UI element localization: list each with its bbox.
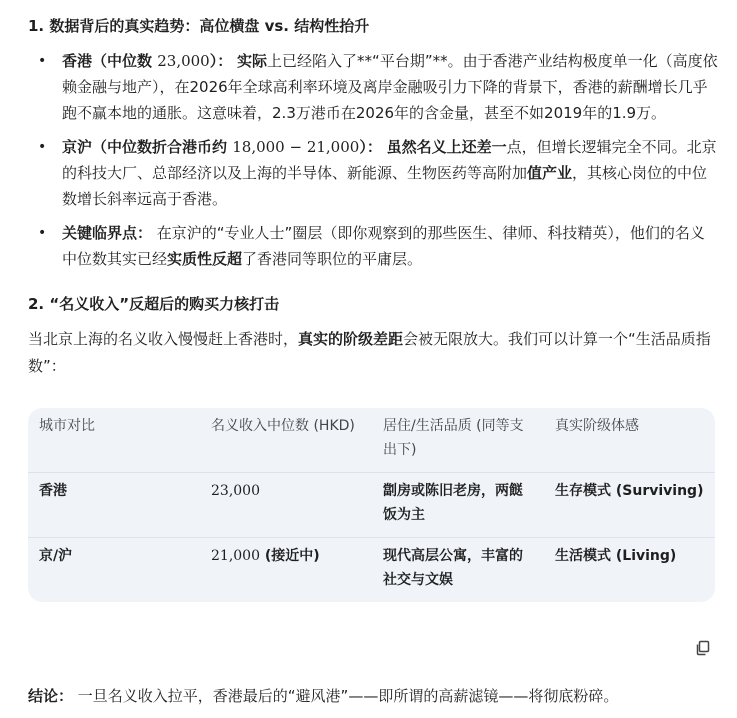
table-cell-city: 京/沪 — [39, 548, 73, 564]
bullet-tp-text2: 了香港同等职位的平庸层。 — [242, 250, 423, 268]
bullet-hk-label-a: 香港（中位数 — [62, 52, 158, 70]
section2-para-a: 当北京上海的名义收入慢慢赶上香港时， — [28, 330, 299, 348]
bullet-bs-strong2: 值产业 — [527, 164, 573, 182]
conclusion — [28, 683, 618, 709]
bullet-tp-text1: 在京沪的“专业人士”圈层（即你观察到的那些医生、律师、科技精英），他们的名义中位数其实已经 — [62, 224, 705, 268]
section2-para-b: 会被无限放大。我们可以计算一个“生活品质指数”： — [28, 330, 711, 375]
table-header-class: 真实阶级体感 — [545, 408, 715, 473]
table-cell-income — [201, 538, 373, 603]
section1-bullet-list — [28, 48, 718, 272]
table-cell-living: 现代高层公寓，丰富的社交与文娱 — [383, 548, 523, 588]
bullet-bs-text1: 点，但增长逻辑完全不同。北京的科技大厂、总部经济以及上海的半导体、新能源、生物医药等高附加 — [62, 138, 717, 182]
table-header-city: 城市对比 — [28, 408, 201, 473]
bullet-hk-strong: 实际 — [237, 52, 268, 70]
table-cell-living: 劏房或陈旧老房，两餸饭为主 — [373, 473, 545, 538]
table-cell-class: 生存模式 (Surviving) — [545, 473, 715, 538]
comparison-table — [28, 408, 715, 602]
table-cell-city: 香港 — [28, 473, 201, 538]
income-note: (接近中) — [260, 548, 320, 564]
bullet-bs-label-a: 京沪（中位数折合港币约 — [62, 138, 233, 156]
section1-heading: 1. 数据背后的真实趋势：高位横盘 vs. 结构性抬升 — [28, 17, 370, 35]
bullet-bs-strong: 虽然名义上还差一 — [386, 138, 507, 156]
bullet-tipping-point — [28, 220, 718, 272]
conclusion-text: 一旦名义收入拉平，香港最后的“避风港”——即所谓的高薪滤镜——将彻底粉碎。 — [73, 687, 619, 705]
copy-icon[interactable] — [693, 638, 713, 658]
bullet-hk-label-b: ）： — [209, 52, 233, 70]
bullet-bs-number: 18,000 − 21,000 — [232, 138, 360, 156]
bullet-beijing-shanghai — [28, 134, 718, 212]
bullet-tp-label: 关键临界点： — [62, 224, 153, 242]
income-number: 21,000 — [211, 548, 260, 564]
bullet-dot: • — [38, 139, 47, 155]
bullet-tp-strong: 实质性反超 — [167, 250, 243, 268]
table-header-living: 居住/生活品质 (同等支出下) — [373, 408, 545, 473]
section2-paragraph — [28, 326, 718, 380]
table-header-income: 名义收入中位数 (HKD) — [201, 408, 373, 473]
conclusion-label: 结论： — [28, 687, 74, 705]
table-cell-class: 生活模式 (Living) — [555, 548, 677, 564]
income-number: 23,000 — [211, 483, 260, 499]
bullet-hk-number: 23,000 — [157, 52, 210, 70]
bullet-bs-text2: ，其核心岗位的中位数增长斜率远高于香港。 — [62, 164, 708, 208]
bullet-bs-label-b: ）： — [359, 138, 382, 156]
bullet-hk-text: 上已经陷入了**“平台期”**。由于香港产业结构极度单一化（高度依赖金融与地产），在2026年全球高利率环境及离岸金融吸引力下降的背景下，香港的薪酬增长几乎跑不赢本地的通胀。这意味着，2.3万港币在2026年的含金量，甚至不如2019年的1.9万。 — [62, 52, 718, 122]
bullet-dot: • — [38, 225, 47, 241]
section2-para-strong: 真实的阶级差距 — [298, 330, 404, 348]
table-row — [28, 538, 715, 603]
bullet-dot: • — [38, 53, 47, 69]
table-header-row — [28, 408, 715, 473]
table-cell-income — [201, 473, 373, 538]
bullet-hongkong — [28, 48, 718, 126]
section2-heading: 2. “名义收入”反超后的购买力核打击 — [28, 295, 280, 313]
copy-icon-glyph — [693, 638, 713, 658]
table-row — [28, 473, 715, 538]
response-content — [28, 14, 718, 602]
